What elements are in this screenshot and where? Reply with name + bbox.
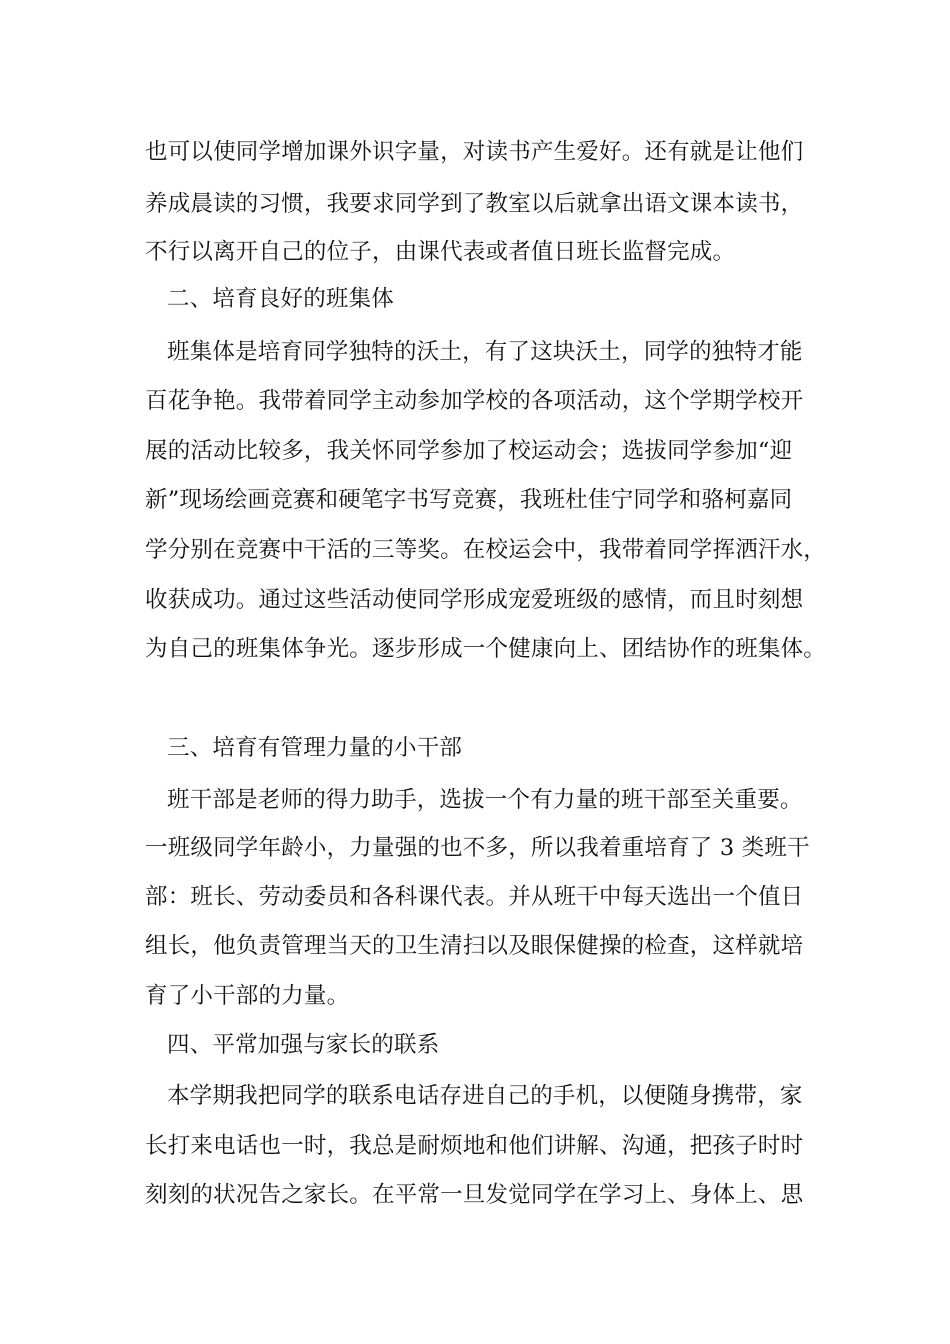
paragraph-line: 一班级同学年龄小，力量强的也不多，所以我着重培育了 3 类班干 [145, 835, 810, 861]
section-heading: 四、平常加强与家长的联系 [167, 1032, 440, 1058]
paragraph-line: 不行以离开自己的位子，由课代表或者值日班长监督完成。 [145, 239, 736, 265]
paragraph-line: 学分别在竞赛中干活的三等奖。在校运会中，我带着同学挥洒汗水， [145, 537, 827, 563]
paragraph-line: 刻刻的状况告之家长。在平常一旦发觉同学在学习上、身体上、思 [145, 1182, 804, 1208]
paragraph-line: 本学期我把同学的联系电话存进自己的手机，以便随身携带，家 [167, 1083, 803, 1109]
paragraph-line: 部：班长、劳动委员和各科课代表。并从班干中每天选出一个值日 [145, 884, 804, 910]
paragraph-line: 班干部是老师的得力助手，选拔一个有力量的班干部至关重要。 [167, 787, 803, 813]
paragraph-line: 养成晨读的习惯，我要求同学到了教室以后就拿出语文课本读书， [145, 191, 804, 217]
paragraph-line: 也可以使同学增加课外识字量，对读书产生爱好。还有就是让他们 [145, 139, 804, 165]
paragraph-line: 长打来电话也一时，我总是耐烦地和他们讲解、沟通，把孩子时时 [145, 1133, 804, 1159]
paragraph-line: 为自己的班集体争光。逐步形成一个健康向上、团结协作的班集体。 [145, 636, 827, 662]
paragraph-line: 班集体是培育同学独特的沃土，有了这块沃土，同学的独特才能 [167, 339, 803, 365]
section-heading: 三、培育有管理力量的小干部 [167, 735, 463, 761]
paragraph-line: 组长，他负责管理当天的卫生清扫以及眼保健操的检查，这样就培 [145, 933, 804, 959]
paragraph-line: 收获成功。通过这些活动使同学形成宠爱班级的感情，而且时刻想 [145, 587, 804, 613]
paragraph-line: 展的活动比较多，我关怀同学参加了校运动会；选拔同学参加“迎 [145, 438, 793, 464]
section-heading: 二、培育良好的班集体 [167, 286, 395, 312]
paragraph-line: 新”现场绘画竞赛和硬笔字书写竞赛，我班杜佳宁同学和骆柯嘉同 [145, 487, 793, 513]
paragraph-line: 育了小干部的力量。 [145, 983, 350, 1009]
paragraph-line: 百花争艳。我带着同学主动参加学校的各项活动，这个学期学校开 [145, 388, 804, 414]
